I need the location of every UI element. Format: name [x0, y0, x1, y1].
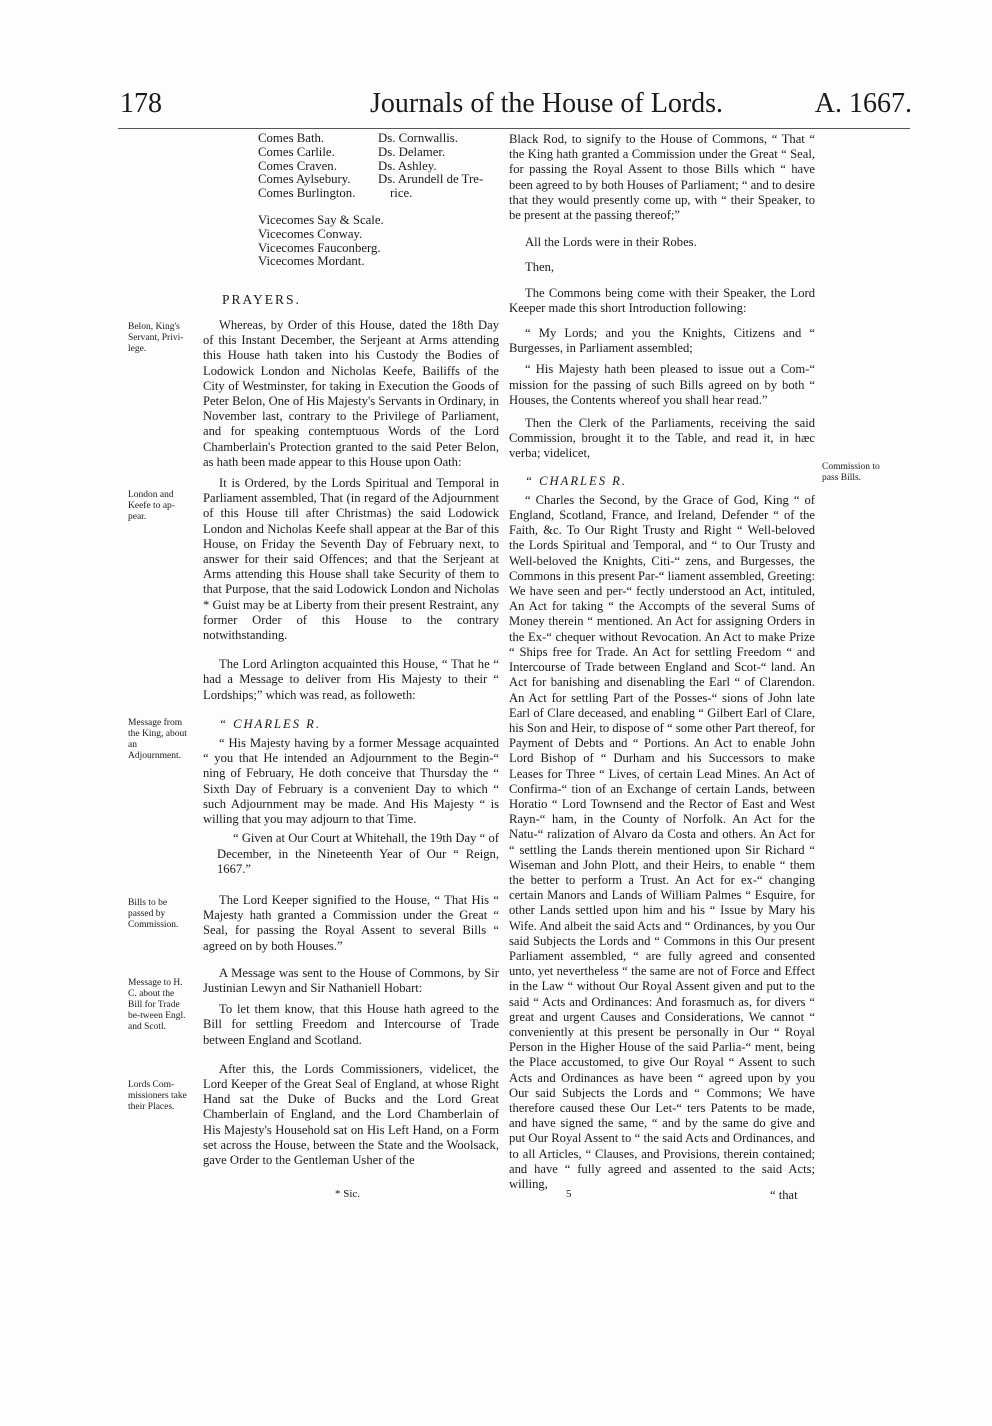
paragraph: “ His Majesty hath been pleased to issue out a Com-“ mission for the passing of such Bills agreed on by both “ Houses, the Contents whereof you shall hear read.” [509, 362, 815, 407]
signature-mark: 5 [566, 1188, 572, 1200]
peer-entry: Comes Craven. [258, 158, 337, 173]
paragraph: “ Charles the Second, by the Grace of God, King “ of England, Scotland, France, and Ireland, Defender “ of the Faith, &c. To Our Right Trusty and Right “ Well-beloved the Lords Spiritual and Temporal, and “ to Our Trusty and Well-beloved the Knights, Citi-“ zens, and Burgesses, the Commons in this present Par-“ liament assembled, Greeting: We have seen and per-“ fectly understood an Act, intituled, An Act for taking “ the Accompts of the several Sums of Money therein “ mentioned. An Act for assigning Orders in the Ex-“ chequer without Revocation. An Act to make Prize “ Ships free for Trade. An Act for settling Freedom “ and Intercourse of Trade between England and Scot-“ land. An Act for banishing and disenabling the Earl “ of Clarendon. An Act for settling Part of the Posses-“ sions of John late Earl of Clare deceased, and enabling “ Gilbert Earl of Clare, his Son and Heir, to dispose of “ some other Part thereof, for Payment of Debts and “ Portions. An Act to enable John Lord Bishop of “ Durham and his Successors to make Leases for Three “ Lives, of certain Lead Mines. An Act of Confirma-“ tion of an Exchange of certain Lands, between Horatio “ Lord Townsend and the Rector of East and West Rayn-“ ham, in the County of Norfolk. An Act for the Natu-“ ralization of Alvaro da Costa and others. An Act for “ settling the Lands therein mentioned upon Sir Richard “ Wiseman and John Plott, and their Heirs, to enable “ them the better to perform a Trust. An Act for ex-“ changing certain Manors and Lands of William Palmes “ Esquire, for other Lands settled upon him and his “ Issue by Mary his Wife. And albeit the said Acts and “ Ordinances, by you Our said Subjects the Lords and “ Commons in this Our present Parliament assembled, “ are fully agreed and consented unto, yet nevertheless “ the same are not of Force and Effect in the Law “ without Our Royal Assent given and put to the said “ Acts and Ordinances: And forasmuch as, for divers “ great and urgent Causes and Considerations, We cannot “ conveniently at this present be personally in Our “ Royal Person in the Higher House of the said Parlia-“ ment, being the Place accustomed, to give Our Royal “ Assent to such Acts and Ordinances as have been “ agreed upon by you Our said Subjects the Lords and “ Commons; We have therefore caused these Our Let-“ ters Patents to be made, and have signed the same, “ and by the same do give and put Our Royal Assent to “ the said Acts and Ordinances, and to all Articles, “ Clauses, and Provisions, therein contained; and have “ fully agreed and assented to the said Acts; willing, [509, 492, 815, 1191]
paragraph: The Lord Arlington acquainted this House, “ That he “ had a Message to deliver from His Majesty to their “ Lordships;” which was read, as followeth: [203, 657, 499, 702]
paragraph: The Commons being come with their Speaker, the Lord Keeper made this short Introduction following: [509, 285, 815, 315]
peer-entry: Ds. Ashley. [378, 158, 437, 173]
peers-list-earls [258, 132, 355, 201]
peer-entry: Comes Aylsebury. [258, 172, 351, 187]
page-year: A. 1667. [814, 88, 912, 119]
peer-entry: Ds. Cornwallis. [378, 131, 458, 145]
peer-entry: Vicecomes Fauconberg. [258, 240, 381, 255]
peer-entry: Vicecomes Conway. [258, 226, 363, 241]
peer-entry: Ds. Arundell de Tre- [378, 172, 484, 187]
page-number: 178 [120, 88, 162, 119]
royal-heading: “ CHARLES R. [525, 473, 628, 488]
paragraph: It is Ordered, by the Lords Spiritual and Temporal in Parliament assembled, That (in regard of the Adjournment of this House till after Christmas) the said Lodowick London and Nicholas Keefe shall appear at the Bar of this House, on Friday the Seventh Day of February next, to answer for their said Offences; and that the Serjeant at Arms attending this House shall take Security of them to that Purpose, that the said Lodowick London and Nicholas * Guist may be at Liberty from their present Restraint, any former Order of this House to the contrary notwithstanding. [203, 476, 499, 643]
peer-entry: Ds. Delamer. [378, 144, 446, 159]
right-column [509, 132, 815, 1192]
sidenote-hc: Message to H. C. about the Bill for Trade be-tween Engl. and Scotl. [128, 978, 186, 1032]
paragraph: “ His Majesty having by a former Message acquainted “ you that He intended an Adjournment to the Begin-“ ning of February, He doth conceive that Thursday the “ Sixth Day of February is a convenient Day to which “ such Adjournment may be made. And His Majesty “ is willing that you may adjourn to that Time. [203, 736, 499, 827]
sidenote-commission: Commission to pass Bills. [822, 462, 880, 483]
peer-entry: Vicecomes Mordant. [258, 254, 365, 269]
paragraph: After this, the Lords Commissioners, videlicet, the Lord Keeper of the Great Seal of England, at whose Right Hand sat the Duke of Bucks and the Lord Great Chamberlain of England, and the Lord Chamberlain of His Majesty's Household sat on His Left Hand, on a Form set across the House, between the State and the Woolsack, gave Order to the Gentleman Usher of the [203, 1061, 499, 1167]
peer-entry: Vicecomes Say & Scale. [258, 213, 384, 227]
sidenote-message: Message from the King, about an Adjournment. [128, 718, 187, 761]
peer-entry: Comes Burlington. [258, 186, 356, 201]
paragraph: “ Given at Our Court at Whitehall, the 19th Day “ of December, in the Nineteenth Year of Our “ Reign, 1667.” [217, 831, 499, 876]
peers-list-viscounts [258, 214, 384, 269]
paragraph: Whereas, by Order of this House, dated the 18th Day of this Instant December, the Serjeant at Arms attending this House hath taken into his Custody the Bodies of Lodowick London and Nicholas Keefe, Bailiffs of the City of Westminster, for taking in Execution the Goods of Peter Belon, One of His Majesty's Servants in Ordinary, in November last, contrary to the Privilege of Parliament, and for speaking contemptuous Words of the Lord Chamberlain's Protection granted to the said Peter Belon, as hath been made appear to this House upon Oath: [203, 318, 499, 469]
sidenote-london: London and Keefe to ap-pear. [128, 490, 175, 522]
paragraph: Black Rod, to signify to the House of Commons, “ That “ the King hath granted a Commission under the Great “ Seal, for passing the Royal Assent to those Bills which “ have been agreed to by both Houses of Parliament; “ and to desire that they would presently come up, with “ their Speaker, to be present at the passing thereof;” [509, 132, 816, 223]
peer-entry: Comes Bath. [258, 131, 325, 145]
peers-list-barons [378, 132, 483, 201]
paragraph: “ My Lords; and you the Knights, Citizens and “ Burgesses, in Parliament assembled; [509, 326, 815, 356]
sidenote-lords: Lords Com-missioners take their Places. [128, 1080, 187, 1112]
footnote: * Sic. [335, 1188, 361, 1200]
royal-heading: “ CHARLES R. [219, 716, 322, 731]
paragraph: The Lord Keeper signified to the House, “ That His “ Majesty hath granted a Commission under the Great “ Seal, for passing the Royal Assent to several Bills “ agreed on by both Houses.” [203, 892, 499, 953]
paragraph: Then, [525, 260, 555, 275]
page-title: Journals of the House of Lords. [370, 88, 724, 119]
page-header [110, 88, 912, 128]
sidenote-bills: Bills to be passed by Commission. [128, 898, 179, 930]
paragraph: A Message was sent to the House of Commons, by Sir Justinian Lewyn and Sir Nathaniell Hobart: [203, 965, 499, 995]
header-rule [118, 128, 910, 129]
prayers-heading: PRAYERS. [222, 292, 301, 307]
left-column [203, 318, 499, 1168]
paragraph: All the Lords were in their Robes. [525, 235, 697, 250]
peer-entry: rice. [390, 186, 413, 201]
catchword: “ that [770, 1188, 798, 1202]
paragraph: Then the Clerk of the Parliaments, receiving the said Commission, brought it to the Table, and read it, in hæc verba; videlicet, [509, 416, 815, 461]
sidenote-belon: Belon, King's Servant, Privi-lege. [128, 322, 184, 354]
paragraph: To let them know, that this House hath agreed to the Bill for settling Freedom and Intercourse of Trade between England and Scotland. [203, 1002, 499, 1047]
peer-entry: Comes Carlile. [258, 144, 335, 159]
